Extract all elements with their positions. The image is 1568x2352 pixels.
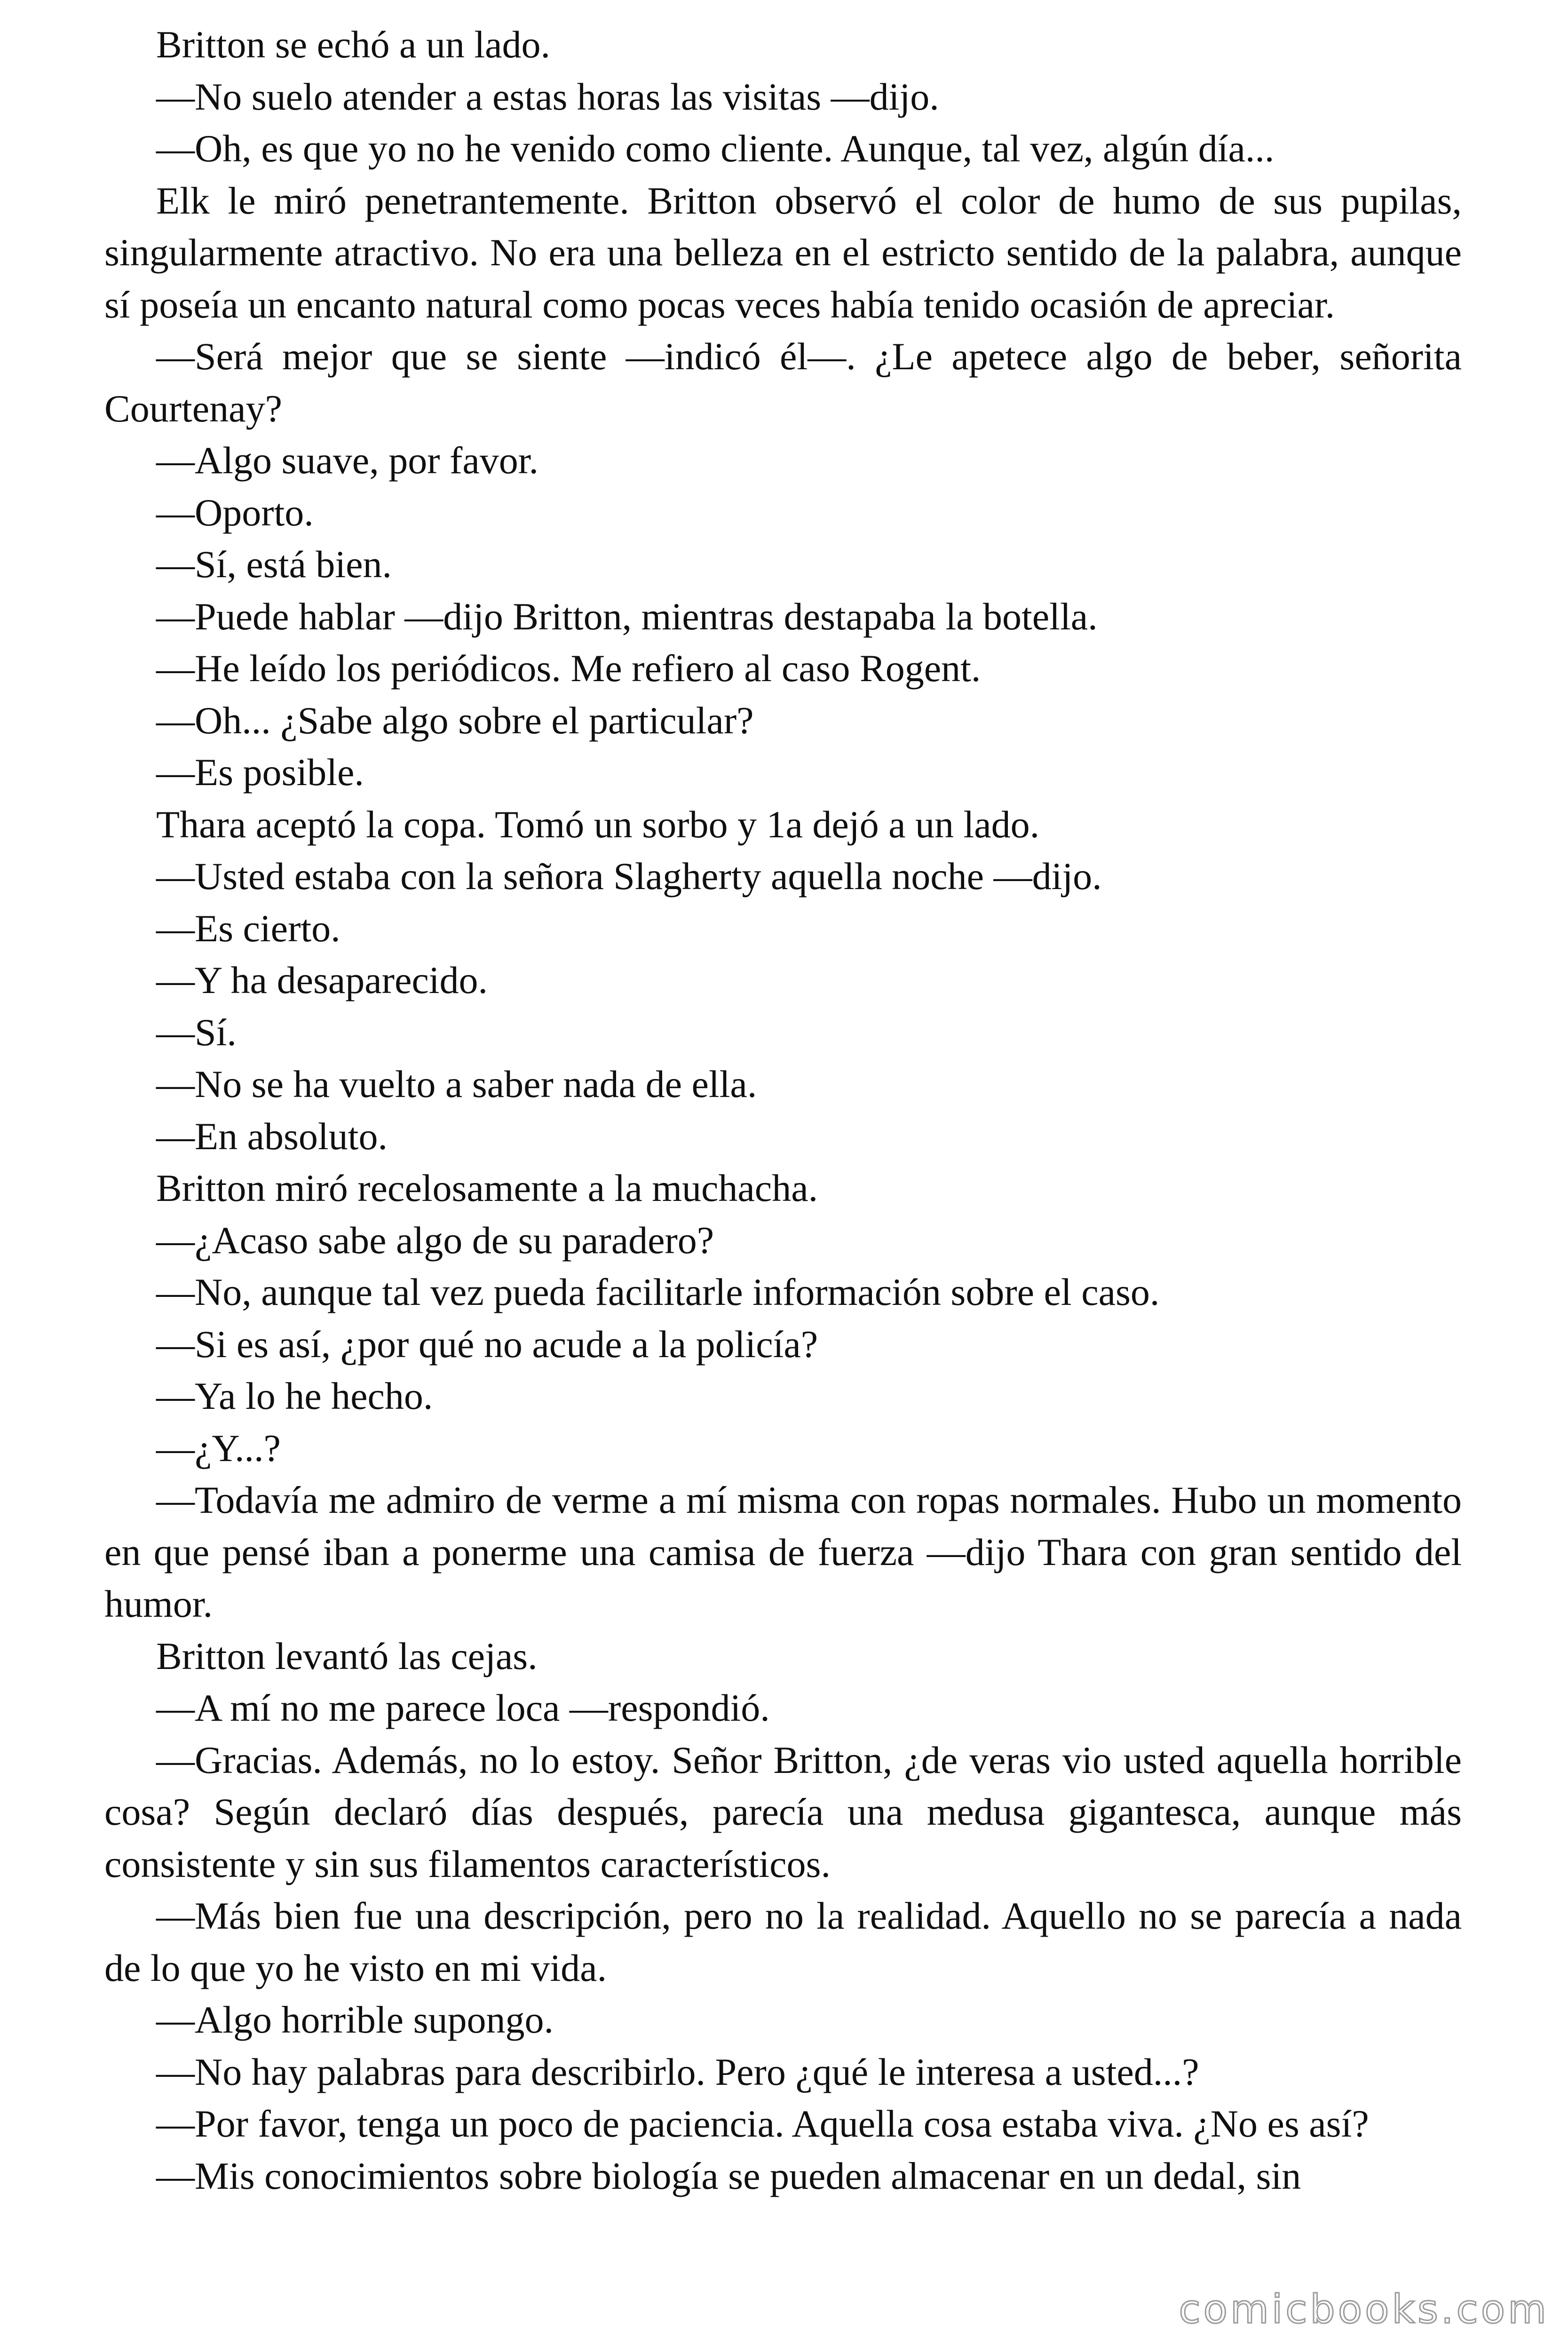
paragraph: —Es cierto.	[156, 906, 341, 950]
paragraph: —Sí, está bien.	[156, 543, 392, 586]
paragraph: —A mí no me parece loca —respondió.	[156, 1686, 770, 1729]
paragraph: —Ya lo he hecho.	[156, 1375, 433, 1417]
paragraph: —Mis conocimientos sobre biología se pueden almacenar en un dedal, sin	[156, 2154, 1301, 2197]
paragraph: —Oh, es que yo no he venido como cliente. Aunque, tal vez, algún día...	[156, 127, 1275, 170]
paragraph: —Es posible.	[156, 751, 364, 794]
paragraph: —Usted estaba con la señora Slagherty aquella noche —dijo.	[156, 855, 1102, 898]
paragraph: Britton miró recelosamente a la muchacha.	[156, 1167, 818, 1209]
paragraph: —¿Acaso sabe algo de su paradero?	[156, 1218, 714, 1262]
paragraph: —¿Y...?	[156, 1426, 281, 1470]
paragraph: —Por favor, tenga un poco de paciencia. Aquella cosa estaba viva. ¿No es así?	[156, 2102, 1369, 2145]
paragraph: Elk le miró penetrantemente. Britton observó el color de humo de sus pupilas, singularmente atractivo. No era una belleza en el estricto sentido de la palabra, aunque sí poseía un encanto natural como pocas veces había tenido ocasión de apreciar.	[104, 179, 1462, 326]
paragraph: —Algo horrible supongo.	[156, 1998, 554, 2041]
paragraph: —Todavía me admiro de verme a mí misma con ropas normales. Hubo un momento en que pensé iban a ponerme una camisa de fuerza —dijo Thara con gran sentido del humor.	[104, 1478, 1462, 1625]
paragraph: —Oh... ¿Sabe algo sobre el particular?	[156, 699, 754, 742]
paragraph: —Puede hablar —dijo Britton, mientras destapaba la botella.	[156, 595, 1098, 638]
paragraph: —Sí.	[156, 1010, 237, 1054]
book-page-text	[104, 19, 1462, 2202]
paragraph: —Más bien fue una descripción, pero no la realidad. Aquello no se parecía a nada de lo que yo he visto en mi vida.	[104, 1894, 1462, 1989]
paragraph: —No suelo atender a estas horas las visitas —dijo.	[156, 75, 939, 118]
paragraph: —Será mejor que se siente —indicó él—. ¿Le apetece algo de beber, señorita Courtenay?	[104, 335, 1462, 430]
paragraph: —Si es así, ¿por qué no acude a la policía?	[156, 1322, 818, 1366]
paragraph: Britton se echó a un lado.	[156, 23, 551, 66]
watermark: comicbooks.com	[1179, 2286, 1549, 2332]
paragraph: —No, aunque tal vez pueda facilitarle información sobre el caso.	[156, 1271, 1160, 1313]
paragraph: —Y ha desaparecido.	[156, 959, 488, 1001]
paragraph: —Oporto.	[156, 491, 314, 534]
paragraph: Thara aceptó la copa. Tomó un sorbo y 1a dejó a un lado.	[156, 803, 1040, 846]
paragraph: —He leído los periódicos. Me refiero al caso Rogent.	[156, 647, 981, 690]
paragraph: —Gracias. Además, no lo estoy. Señor Britton, ¿de veras vio usted aquella horrible cosa? Según declaró días después, parecía una medusa gigantesca, aunque más consistente y sin sus filamentos característicos.	[104, 1738, 1462, 1885]
paragraph: Britton levantó las cejas.	[156, 1634, 538, 1677]
paragraph: —No se ha vuelto a saber nada de ella.	[156, 1063, 757, 1105]
paragraph: —No hay palabras para describirlo. Pero ¿qué le interesa a usted...?	[156, 2050, 1199, 2093]
paragraph: —Algo suave, por favor.	[156, 439, 539, 482]
paragraph: —En absoluto.	[156, 1114, 388, 1158]
